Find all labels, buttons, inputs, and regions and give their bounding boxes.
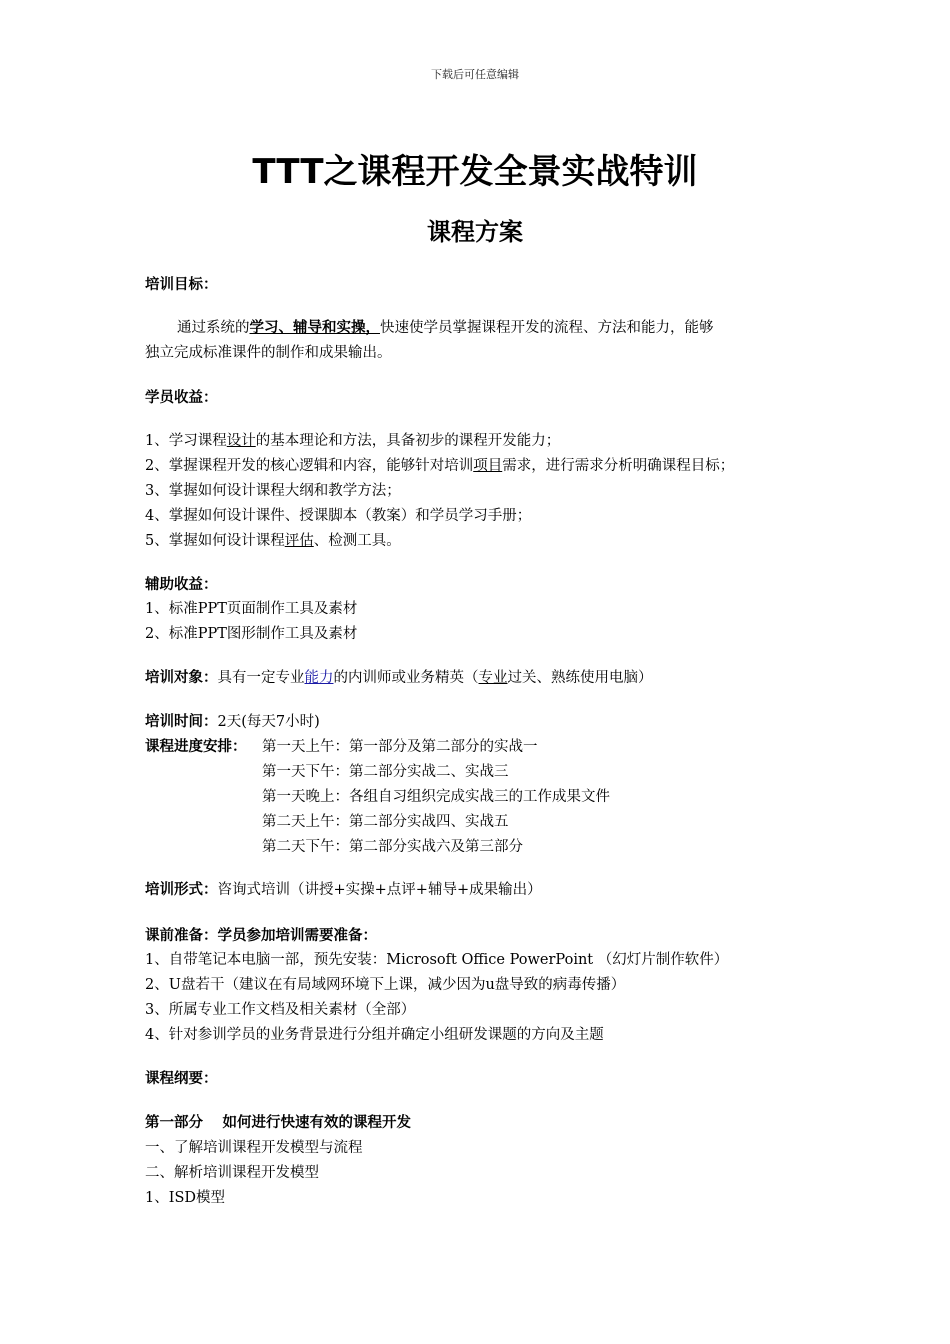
benefit-item-1 xyxy=(145,431,560,451)
prep-heading: 课前准备：学员参加培训需要准备： xyxy=(145,928,377,944)
target-label: 培训对象： xyxy=(145,670,218,686)
benefit-5-underlined: 评估 xyxy=(284,533,314,549)
goal-heading: 培训目标： xyxy=(145,277,218,293)
schedule-item-3: 第一天晚上：各组自习组织完成实战三的工作成果文件 xyxy=(262,789,610,805)
prep-item-4: 4、针对参训学员的业务背景进行分组并确定小组研发课题的方向及主题 xyxy=(145,1027,604,1043)
schedule-item-2: 第一天下午：第二部分实战二、实战三 xyxy=(262,764,509,780)
time-value: 2天(每天7小时) xyxy=(217,714,320,730)
benefits-heading: 学员收益： xyxy=(145,390,218,406)
benefit-item-3: 3、掌握如何设计课程大纲和教学方法； xyxy=(145,483,401,499)
benefit-item-2 xyxy=(145,456,734,476)
document-title: TTT之课程开发全景实战特训 xyxy=(252,152,698,192)
schedule-item-5: 第二天下午：第二部分实战六及第三部分 xyxy=(262,839,523,855)
outline-part1: 第一部分 如何进行快速有效的课程开发 xyxy=(145,1115,412,1131)
prep-item-1: 1、自带笔记本电脑一部，预先安装：Microsoft Office PowerPoint （幻灯片制作软件） xyxy=(145,952,729,968)
goal-emphasis: 学习、辅导和实操， xyxy=(249,320,380,336)
header-note: 下载后可任意编辑 xyxy=(431,68,519,81)
schedule-item-4: 第二天上午：第二部分实战四、实战五 xyxy=(262,814,509,830)
goal-text-pre: 通过系统的 xyxy=(177,320,250,336)
prep-item-2: 2、U盘若干（建议在有局域网环境下上课，减少因为u盘导致的病毒传播） xyxy=(145,977,626,993)
benefit-5-pre: 5、掌握如何设计课程 xyxy=(145,533,285,549)
outline-line-2: 二、解析培训课程开发模型 xyxy=(145,1165,319,1181)
benefit-2-post: 需求，进行需求分析明确课程目标； xyxy=(502,458,735,474)
target-line xyxy=(145,668,653,688)
benefit-item-4: 4、掌握如何设计课件、授课脚本（教案）和学员学习手册； xyxy=(145,508,532,524)
prep-item-3: 3、所属专业工作文档及相关素材（全部） xyxy=(145,1002,416,1018)
benefit-2-underlined: 项目 xyxy=(473,458,503,474)
aux-item-1: 1、标准PPT页面制作工具及素材 xyxy=(145,601,358,617)
benefit-2-pre: 2、掌握课程开发的核心逻辑和内容，能够针对培训 xyxy=(145,458,474,474)
schedule-item-1: 第一天上午：第一部分及第二部分的实战一 xyxy=(262,739,538,755)
target-post: 过关、熟练使用电脑） xyxy=(507,670,653,686)
form-value: 咨询式培训（讲授+实操+点评+辅导+成果输出） xyxy=(217,882,542,898)
form-label: 培训形式： xyxy=(145,882,218,898)
schedule-label: 课程进度安排： xyxy=(145,739,247,755)
target-pre: 具有一定专业 xyxy=(217,670,305,686)
benefit-item-5 xyxy=(145,531,401,551)
outline-heading: 课程纲要： xyxy=(145,1071,218,1087)
time-label: 培训时间： xyxy=(145,714,218,730)
benefit-5-post: 、检测工具。 xyxy=(313,533,401,549)
benefit-1-post: 的基本理论和方法，具备初步的课程开发能力； xyxy=(255,433,561,449)
goal-text-post: 快速使学员掌握课程开发的流程、方法和能力，能够 xyxy=(380,320,714,336)
benefit-1-underlined: 设计 xyxy=(226,433,256,449)
form-line xyxy=(145,880,542,900)
aux-item-2: 2、标准PPT图形制作工具及素材 xyxy=(145,626,358,642)
outline-line-1: 一、了解培训课程开发模型与流程 xyxy=(145,1140,363,1156)
document-subtitle: 课程方案 xyxy=(427,218,523,246)
target-underlined: 专业 xyxy=(478,670,508,686)
aux-heading: 辅助收益： xyxy=(145,577,218,593)
time-line xyxy=(145,712,320,732)
goal-paragraph-line2: 独立完成标准课件的制作和成果输出。 xyxy=(145,345,392,361)
goal-paragraph-line1 xyxy=(177,318,714,338)
outline-line-3: 1、ISD模型 xyxy=(145,1190,226,1206)
benefit-1-pre: 1、学习课程 xyxy=(145,433,227,449)
target-mid: 的内训师或业务精英（ xyxy=(333,670,479,686)
target-link[interactable]: 能力 xyxy=(304,670,334,686)
